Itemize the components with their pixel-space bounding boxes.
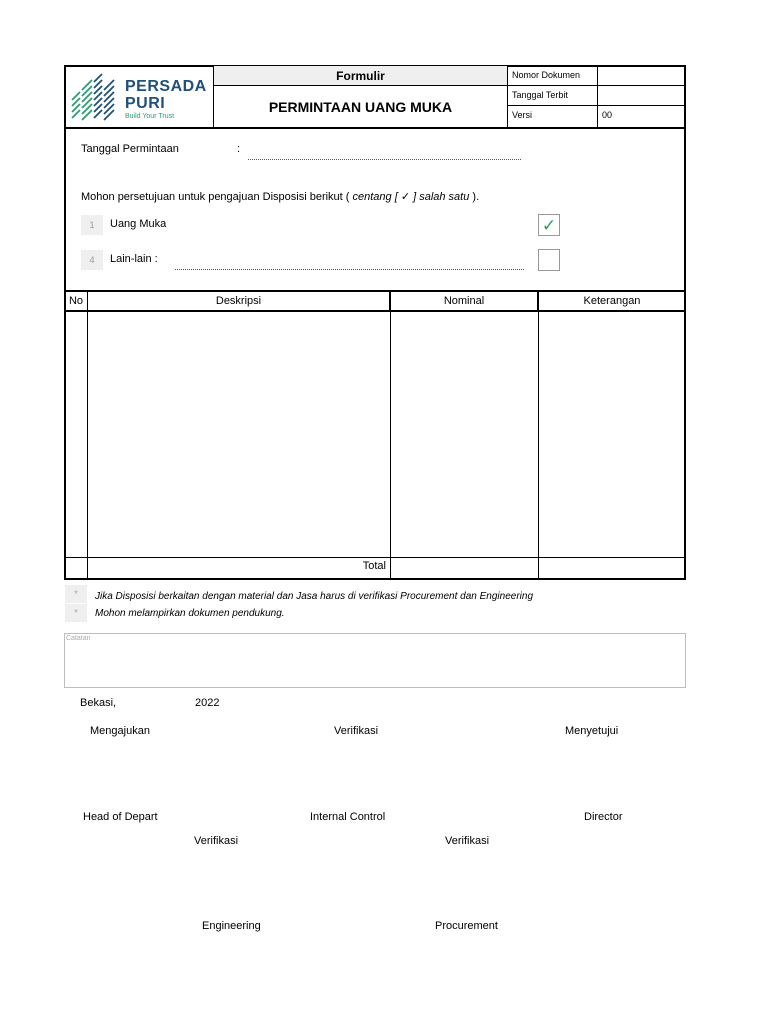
option-number-1: 1 (81, 215, 103, 235)
note-text-2: Mohon melampirkan dokumen pendukung. (95, 608, 285, 619)
header-divider (507, 105, 685, 106)
company-logo (70, 70, 210, 126)
sign-role-engineering: Engineering (202, 920, 261, 932)
note-text-1: Jika Disposisi berkaitan dengan material dan Jasa harus di verifikasi Procurement dan Engineering (95, 591, 534, 602)
sign-title-verified-procurement: Verifikasi (445, 835, 490, 847)
sign-title-approved: Menyetujui (565, 725, 619, 737)
sign-place: Bekasi, (80, 697, 117, 709)
note-bullet-1: * (65, 585, 87, 603)
building-logo-icon (70, 72, 122, 122)
approval-text-italic: centang [ ✓ ] salah satu (352, 191, 470, 203)
header-divider (507, 66, 508, 128)
sign-role-procurement: Procurement (435, 920, 498, 932)
check-icon: ✓ (541, 215, 557, 235)
meta-label-version: Versi (512, 110, 533, 120)
option-checkbox-other[interactable] (538, 249, 560, 271)
form-type: Formulir (336, 68, 385, 83)
notes-field-label: Catatan (66, 635, 91, 642)
sign-role-head-of-depart: Head of Depart (83, 811, 158, 823)
option-label-advance: Uang Muka (110, 218, 167, 230)
approval-text-post: ). (469, 191, 480, 203)
header-divider (507, 85, 685, 86)
table-col-divider (390, 311, 391, 579)
request-date-colon: : (237, 143, 241, 155)
note-bullet-2: * (65, 604, 87, 622)
sign-title-verified-engineering: Verifikasi (194, 835, 239, 847)
logo-name-2: PURI (125, 95, 166, 112)
approval-text-pre: Mohon persetujuan untuk pengajuan Disposisi berikut ( (81, 191, 353, 203)
table-col-divider (538, 311, 539, 579)
header-divider (597, 66, 598, 128)
table-body-row[interactable] (88, 312, 389, 556)
logo-tagline: Build Your Trust (125, 113, 175, 120)
notes-field[interactable] (64, 633, 686, 688)
request-date-field[interactable] (248, 159, 521, 160)
meta-label-issue-date: Tanggal Terbit (512, 90, 568, 100)
option-other-field[interactable] (175, 269, 524, 270)
option-number-4: 4 (81, 250, 103, 270)
table-header-notes: Keterangan (583, 294, 641, 307)
sign-title-submitted: Mengajukan (90, 725, 150, 737)
table-total-divider (65, 557, 685, 558)
logo-name: PERSADA (125, 78, 207, 95)
option-checkbox-advance[interactable] (538, 214, 560, 236)
table-header-no: No (68, 294, 84, 307)
meta-value-version[interactable]: 00 (602, 110, 613, 120)
table-total-label: Total (362, 560, 386, 572)
sign-role-director: Director (584, 811, 623, 823)
meta-label-document-number: Nomor Dokumen (512, 70, 581, 80)
table-header-amount: Nominal (443, 294, 485, 307)
form-title: PERMINTAAN UANG MUKA (268, 99, 453, 115)
option-label-other: Lain-lain : (110, 253, 158, 265)
table-header-description: Deskripsi (215, 294, 262, 307)
sign-role-internal-control: Internal Control (310, 811, 386, 823)
approval-instruction (81, 190, 479, 203)
request-date-label: Tanggal Permintaan (81, 143, 179, 155)
sign-year: 2022 (195, 697, 220, 709)
sign-title-verified: Verifikasi (334, 725, 379, 737)
